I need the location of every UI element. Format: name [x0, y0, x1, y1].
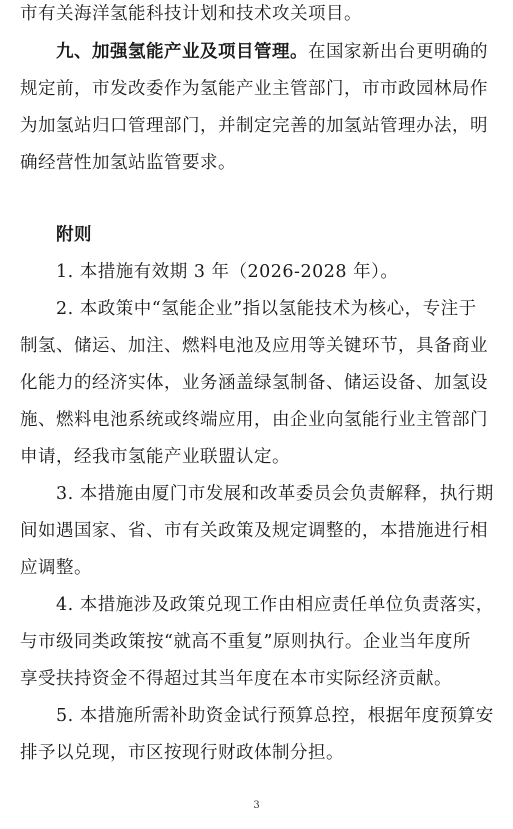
appendix-heading: 附则: [56, 225, 92, 245]
appendix-item-4-line: 享受扶持资金不得超过其当年度在本市实际经济贡献。: [20, 669, 452, 689]
appendix-item-2-line: 申请，经我市氢能产业联盟认定。: [20, 447, 290, 467]
appendix-item-3-line: 应调整。: [20, 558, 92, 578]
appendix-item-3-line: 3. 本措施由厦门市发展和改革委员会负责解释，执行期: [56, 484, 494, 504]
section-9-title-tail: 在国家新出台更明确的: [308, 42, 488, 62]
appendix-item-2-line: 2. 本政策中“氢能企业”指以氢能技术为核心，专注于: [56, 299, 477, 319]
page-number: 3: [253, 800, 260, 811]
appendix-item-2-line: 制氢、储运、加注、燃料电池及应用等关键环节，具备商业: [20, 336, 488, 356]
appendix-item-5-line: 排予以兑现，市区按现行财政体制分担。: [20, 743, 344, 763]
previous-section-tail: 市有关海洋氢能科技计划和技术攻关项目。: [20, 4, 362, 24]
appendix-item-3-line: 间如遇国家、省、市有关政策及规定调整的，本措施进行相: [20, 521, 488, 541]
appendix-item-4-line: 与市级同类政策按“就高不重复”原则执行。企业当年度所: [20, 632, 471, 652]
appendix-item-4-line: 4. 本措施涉及政策兑现工作由相应责任单位负责落实，: [56, 595, 494, 615]
appendix-item-2-line: 施、燃料电池系统或终端应用，由企业向氢能行业主管部门: [20, 410, 488, 430]
appendix-item-2-line: 化能力的经济实体，业务涵盖绿氢制备、储运设备、加氢设: [20, 373, 488, 393]
appendix-item-1: 1. 本措施有效期 3 年（2026-2028 年）。: [56, 262, 399, 282]
section-9-title: 九、加强氢能产业及项目管理。: [56, 42, 308, 62]
section-9-line: 确经营性加氢站监管要求。: [20, 153, 236, 173]
section-9-first-line: [56, 40, 488, 64]
section-9-line: 为加氢站归口管理部门，并制定完善的加氢站管理办法，明: [20, 116, 488, 136]
appendix-item-5-line: 5. 本措施所需补助资金试行预算总控，根据年度预算安: [56, 706, 494, 726]
section-9-line: 规定前，市发改委作为氢能产业主管部门，市市政园林局作: [20, 79, 488, 99]
